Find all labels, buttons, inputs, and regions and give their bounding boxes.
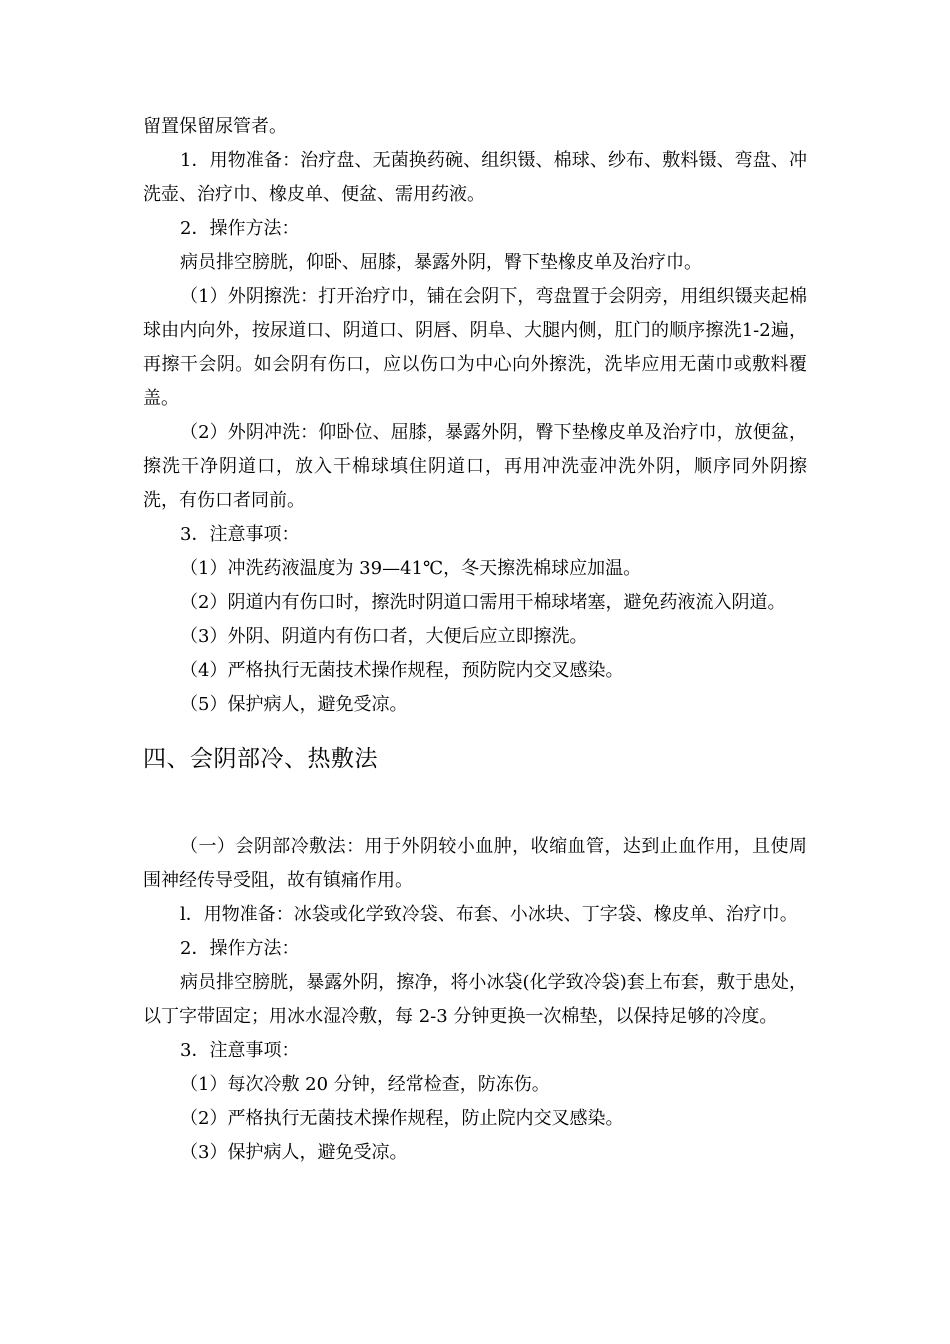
note-item: （2）严格执行无菌技术操作规程，防止院内交叉感染。 [180, 1108, 624, 1129]
note-item: （3）保护病人，避免受凉。 [180, 1142, 408, 1163]
paragraph-method-title: 2．操作方法： [180, 218, 300, 239]
paragraph-intro-tail: 留置保留尿管者。 [143, 116, 287, 137]
paragraph-cold-method-title: 2．操作方法： [180, 938, 300, 959]
section-heading: 四、会阴部冷、热敷法 [143, 746, 378, 772]
paragraph-cold-compress-intro: （一）会阴部冷敷法：用于外阴较小血肿，收缩血管，达到止血作用，且使周围神经传导受阻，故有镇痛作用。 [143, 836, 807, 891]
paragraph-notes-title: 3．注意事项： [180, 524, 300, 545]
note-item: （2）阴道内有伤口时，擦洗时阴道口需用干棉球堵塞，避免药液流入阴道。 [180, 592, 786, 613]
paragraph-method-intro: 病员排空膀胱，仰卧、屈膝，暴露外阴，臀下垫橡皮单及治疗巾。 [180, 252, 702, 273]
note-item: （5）保护病人，避免受凉。 [180, 694, 408, 715]
paragraph-method-wipe: （1）外阴擦洗：打开治疗巾，铺在会阴下，弯盘置于会阴旁，用组织镊夹起棉球由内向外，按尿道口、阴道口、阴唇、阴阜、大腿内侧，肛门的顺序擦洗1-2遍，再擦干会阴。如会阴有伤口，应以伤口为中心向外擦洗，洗毕应用无菌巾或敷料覆盖。 [143, 286, 807, 409]
note-item: （1）每次冷敷 20 分钟，经常检查，防冻伤。 [180, 1074, 550, 1095]
paragraph-cold-supplies: l．用物准备：冰袋或化学致冷袋、布套、小冰块、丁字袋、橡皮单、治疗巾。 [180, 904, 798, 925]
paragraph-cold-notes-title: 3．注意事项： [180, 1040, 300, 1061]
paragraph-method-rinse: （2）外阴冲洗：仰卧位、屈膝，暴露外阴，臀下垫橡皮单及治疗巾，放便盆，擦洗干净阴道口，放入干棉球填住阴道口，再用冲洗壶冲洗外阴，顺序同外阴擦洗，有伤口者同前。 [143, 422, 807, 511]
paragraph-supplies: 1．用物准备：治疗盘、无菌换药碗、组织镊、棉球、纱布、敷料镊、弯盘、冲洗壶、治疗巾、橡皮单、便盆、需用药液。 [143, 150, 807, 205]
note-item: （3）外阴、阴道内有伤口者，大便后应立即擦洗。 [180, 626, 588, 647]
document-body [143, 110, 807, 1170]
paragraph-cold-method: 病员排空膀胱，暴露外阴，擦净，将小冰袋(化学致冷袋)套上布套，敷于患处，以丁字带固定；用冰水湿冷敷，每 2-3 分钟更换一次棉垫，以保持足够的冷度。 [143, 972, 807, 1027]
note-item: （1）冲洗药液温度为 39—41℃，冬天擦洗棉球应加温。 [180, 558, 642, 579]
note-item: （4）严格执行无菌技术操作规程，预防院内交叉感染。 [180, 660, 624, 681]
